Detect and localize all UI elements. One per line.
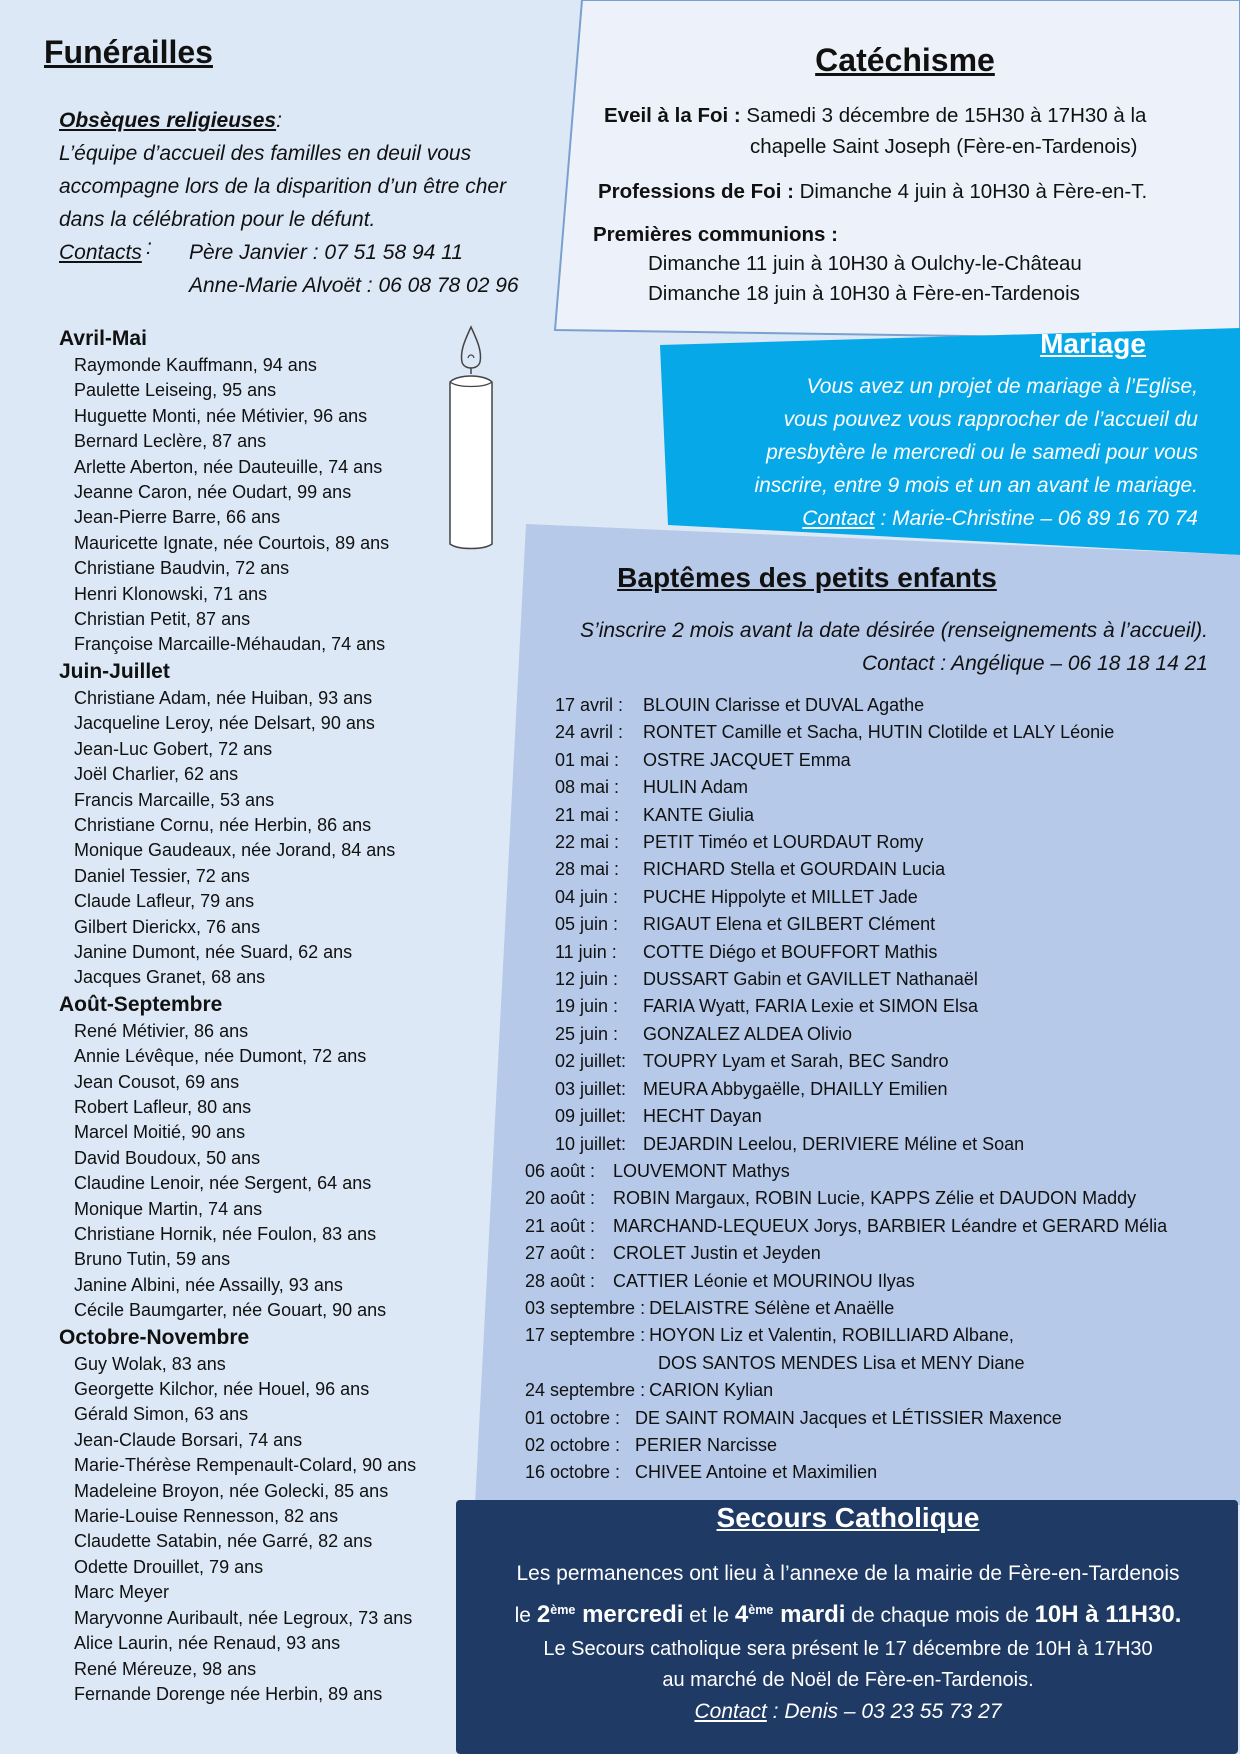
- contact-2: Anne-Marie Alvoët : 06 08 78 02 96: [189, 274, 519, 297]
- bapteme-row: [525, 856, 1225, 883]
- bapteme-names: KANTE Giulia: [643, 804, 755, 825]
- bapteme-names: CATTIER Léonie et MOURINOU Ilyas: [613, 1270, 915, 1291]
- bapteme-date: 21 août :: [525, 1215, 596, 1236]
- deceased-name: Marcel Moitié, 90 ans: [74, 1122, 246, 1143]
- baptemes-list: [525, 692, 1225, 1487]
- bapteme-names: HULIN Adam: [643, 777, 749, 798]
- bapteme-date: 09 juillet:: [555, 1106, 627, 1127]
- bapteme-row: [525, 747, 1225, 774]
- contacts-label: Contacts: [59, 241, 142, 264]
- bapteme-date: 22 mai :: [555, 832, 620, 853]
- baptemes-intro-2: Contact : Angélique – 06 18 18 14 21: [862, 652, 1208, 675]
- deceased-name: Christiane Baudvin, 72 ans: [74, 558, 290, 579]
- communion-2: Dimanche 18 juin à 10H30 à Fère-en-Tardenois: [648, 282, 1080, 305]
- bapteme-names: PERIER Narcisse: [635, 1434, 778, 1455]
- deceased-name: Cécile Baumgarter, née Gouart, 90 ans: [74, 1300, 387, 1321]
- bapteme-names: FARIA Wyatt, FARIA Lexie et SIMON Elsa: [643, 996, 978, 1017]
- deceased-name: Robert Lafleur, 80 ans: [74, 1096, 252, 1117]
- deceased-name: Marie-Louise Rennesson, 82 ans: [74, 1506, 339, 1527]
- deceased-name: Janine Albini, née Assailly, 93 ans: [74, 1274, 343, 1295]
- baptemes-title: Baptêmes des petits enfants: [617, 562, 997, 593]
- month-group-title: Août-Septembre: [59, 992, 223, 1016]
- deceased-name: Georgette Kilchor, née Houel, 96 ans: [74, 1379, 370, 1400]
- bapteme-date: 16 octobre :: [525, 1462, 621, 1483]
- bapteme-date: 24 avril :: [555, 722, 624, 743]
- secours-line1: Les permanences ont lieu à l’annexe de la mairie de Fère-en-Tardenois: [516, 1562, 1180, 1585]
- bapteme-row: [525, 1213, 1225, 1240]
- deceased-name: Paulette Leiseing, 95 ans: [74, 380, 277, 401]
- secours-number: 2: [536, 1601, 551, 1628]
- bapteme-row: [525, 1405, 1225, 1432]
- bapteme-names: HECHT Dayan: [643, 1106, 762, 1127]
- deceased-name: Jacqueline Leroy, née Delsart, 90 ans: [74, 713, 375, 734]
- secours-title: Secours Catholique: [716, 1502, 980, 1533]
- obseques-line: dans la célébration pour le défunt.: [59, 208, 376, 231]
- month-group-title: Avril-Mai: [59, 327, 147, 350]
- candle-icon: [438, 322, 504, 552]
- bapteme-date: 12 juin :: [555, 969, 619, 990]
- bapteme-names: CARION Kylian: [649, 1380, 774, 1401]
- deceased-name: Marie-Thérèse Rempenault-Colard, 90 ans: [74, 1455, 417, 1476]
- bapteme-date: 05 juin :: [555, 914, 619, 935]
- bapteme-date: 01 octobre :: [525, 1407, 621, 1428]
- bapteme-date: 17 septembre :: [525, 1325, 646, 1346]
- deceased-name: Huguette Monti, née Métivier, 96 ans: [74, 405, 368, 426]
- deceased-name: Bernard Leclère, 87 ans: [74, 431, 267, 452]
- bapteme-date: 10 juillet:: [555, 1133, 627, 1154]
- bapteme-row: [525, 1131, 1225, 1158]
- mariage-line: presbytère le mercredi ou le samedi pour vous: [766, 441, 1198, 464]
- bapteme-names: RICHARD Stella et GOURDAIN Lucia: [643, 859, 946, 880]
- deceased-name: Annie Lévêque, née Dumont, 72 ans: [74, 1046, 367, 1067]
- bapteme-row: [525, 774, 1225, 801]
- deceased-name: Françoise Marcaille-Méhaudan, 74 ans: [74, 634, 386, 655]
- secours-sup: ème: [550, 1603, 576, 1617]
- bapteme-names: TOUPRY Lyam et Sarah, BEC Sandro: [643, 1051, 949, 1072]
- secours-sup: ème: [748, 1603, 774, 1617]
- catechisme-body: [590, 100, 1230, 309]
- mariage-body: [660, 370, 1198, 535]
- bapteme-date: 06 août :: [525, 1160, 596, 1181]
- obseques-colon: :: [276, 109, 282, 132]
- deceased-name: Joël Charlier, 62 ans: [74, 764, 239, 785]
- secours-text: de chaque mois de: [845, 1604, 1035, 1627]
- deceased-name: Christiane Hornik, née Foulon, 83 ans: [74, 1224, 377, 1244]
- bapteme-row: [525, 939, 1225, 966]
- eveil-line1: Samedi 3 décembre de 15H30 à 17H30 à la: [740, 104, 1147, 127]
- month-group-title: Octobre-Novembre: [59, 1325, 250, 1349]
- deceased-name: Christiane Cornu, née Herbin, 86 ans: [74, 814, 372, 835]
- deceased-name: Gilbert Dierickx, 76 ans: [74, 916, 261, 937]
- mariage-line: inscrire, entre 9 mois et un an avant le mariage.: [754, 474, 1198, 497]
- bapteme-row: [525, 829, 1225, 856]
- bapteme-row: [525, 1076, 1225, 1103]
- bapteme-row: [525, 884, 1225, 911]
- professions-text: Dimanche 4 juin à 10H30 à Fère-en-T.: [793, 180, 1148, 203]
- baptemes-intro: [520, 614, 1208, 680]
- month-group-title: Juin-Juillet: [59, 659, 170, 683]
- bapteme-names: DOS SANTOS MENDES Lisa et MENY Diane: [658, 1352, 1025, 1373]
- deceased-name: Jacques Granet, 68 ans: [74, 967, 266, 988]
- secours-day: mardi: [773, 1601, 846, 1628]
- bapteme-names: ROBIN Margaux, ROBIN Lucie, KAPPS Zélie et DAUDON Maddy: [613, 1188, 1137, 1209]
- deceased-name: Gérald Simon, 63 ans: [74, 1404, 249, 1425]
- bapteme-row: [525, 993, 1225, 1020]
- bapteme-names: GONZALEZ ALDEA Olivio: [643, 1023, 853, 1044]
- secours-contact-text: : Denis – 03 23 55 73 27: [766, 1700, 1002, 1723]
- mariage-line: vous pouvez vous rapprocher de l’accueil du: [783, 408, 1198, 431]
- communion-1: Dimanche 11 juin à 10H30 à Oulchy-le-Château: [648, 252, 1082, 275]
- deceased-name: Henri Klonowski, 71 ans: [74, 583, 268, 604]
- bapteme-date: 24 septembre :: [525, 1380, 646, 1401]
- bapteme-row: [525, 1021, 1225, 1048]
- mariage-contact-label: Contact: [802, 507, 875, 530]
- bapteme-row: [525, 692, 1225, 719]
- deceased-name: Monique Martin, 74 ans: [74, 1198, 263, 1219]
- bapteme-row: [525, 719, 1225, 746]
- bapteme-date: 03 septembre :: [525, 1297, 646, 1318]
- deceased-name: Jean-Claude Borsari, 74 ans: [74, 1429, 303, 1450]
- bapteme-names: CHIVEE Antoine et Maximilien: [635, 1462, 878, 1483]
- bapteme-date: 11 juin :: [555, 941, 617, 962]
- bapteme-date: 25 juin :: [555, 1023, 619, 1044]
- secours-line3: Le Secours catholique sera présent le 17 décembre de 10H à 17H30: [543, 1638, 1153, 1660]
- deceased-name: Claudette Satabin, née Garré, 82 ans: [74, 1531, 373, 1552]
- bapteme-row: [525, 1103, 1225, 1130]
- obseques-line: accompagne lors de la disparition d’un être cher: [59, 175, 507, 198]
- bapteme-row: [525, 1377, 1225, 1404]
- deceased-name: Monique Gaudeaux, née Jorand, 84 ans: [74, 840, 396, 861]
- deceased-name: Bruno Tutin, 59 ans: [74, 1249, 231, 1270]
- obseques-block: [59, 104, 559, 302]
- secours-period: .: [1174, 1601, 1182, 1628]
- bapteme-row: [525, 1268, 1225, 1295]
- contacts-separator: :: [146, 236, 152, 259]
- bapteme-row: [525, 966, 1225, 993]
- bapteme-date: 08 mai :: [555, 777, 620, 798]
- deceased-name: Jean-Luc Gobert, 72 ans: [74, 738, 273, 759]
- catechisme-title: Catéchisme: [815, 42, 995, 78]
- professions-label: Professions de Foi :: [598, 180, 794, 203]
- bapteme-date: 01 mai :: [555, 749, 620, 770]
- mariage-title: Mariage: [1040, 328, 1146, 359]
- bapteme-date: 17 avril :: [555, 695, 624, 715]
- bapteme-names: BLOUIN Clarisse et DUVAL Agathe: [643, 695, 925, 715]
- bapteme-names: RONTET Camille et Sacha, HUTIN Clotilde et LALY Léonie: [643, 722, 1115, 743]
- deceased-name: Arlette Aberton, née Dauteuille, 74 ans: [74, 456, 383, 477]
- deceased-name: Alice Laurin, née Renaud, 93 ans: [74, 1633, 341, 1654]
- contact-1: Père Janvier : 07 51 58 94 11: [189, 241, 463, 264]
- deceased-name: Christiane Adam, née Huiban, 93 ans: [74, 687, 373, 708]
- obseques-label: Obsèques religieuses: [59, 109, 277, 132]
- deceased-name: Jean-Pierre Barre, 66 ans: [74, 507, 281, 528]
- bapteme-row: [525, 1048, 1225, 1075]
- deceased-name: Mauricette Ignate, née Courtois, 89 ans: [74, 532, 390, 553]
- secours-contact-label: Contact: [694, 1700, 767, 1723]
- secours-number: 4: [734, 1601, 749, 1628]
- secours-line4: au marché de Noël de Fère-en-Tardenois.: [662, 1669, 1034, 1691]
- bapteme-date: 27 août :: [525, 1243, 596, 1264]
- bapteme-date: 21 mai :: [555, 804, 620, 825]
- bapteme-names: MEURA Abbygaëlle, DHAILLY Emilien: [643, 1078, 948, 1099]
- deceased-name: Janine Dumont, née Suard, 62 ans: [74, 941, 353, 962]
- bapteme-date: 02 juillet:: [555, 1051, 627, 1072]
- deceased-name: Daniel Tessier, 72 ans: [74, 865, 250, 886]
- bapteme-row: [525, 1350, 1225, 1377]
- bapteme-row: [525, 1240, 1225, 1267]
- bapteme-row: [525, 802, 1225, 829]
- bapteme-names: COTTE Diégo et BOUFFORT Mathis: [643, 941, 938, 962]
- bapteme-names: MARCHAND-LEQUEUX Jorys, BARBIER Léandre et GERARD Mélia: [613, 1215, 1168, 1236]
- bapteme-row: [525, 1295, 1225, 1322]
- bapteme-names: PUCHE Hippolyte et MILLET Jade: [643, 886, 918, 907]
- bapteme-names: LOUVEMONT Mathys: [613, 1160, 790, 1181]
- deceased-name: Guy Wolak, 83 ans: [74, 1353, 226, 1374]
- secours-text: le: [514, 1604, 537, 1627]
- funerailles-title: Funérailles: [44, 34, 213, 70]
- bapteme-date: 20 août :: [525, 1188, 596, 1209]
- bapteme-row: [525, 1322, 1225, 1349]
- bapteme-date: 28 août :: [525, 1270, 596, 1291]
- deceased-name: Odette Drouillet, 79 ans: [74, 1556, 264, 1577]
- deceased-name: René Métivier, 86 ans: [74, 1020, 249, 1041]
- bapteme-row: [525, 1459, 1225, 1486]
- bapteme-names: DE SAINT ROMAIN Jacques et LÉTISSIER Maxence: [635, 1407, 1062, 1428]
- bapteme-row: [525, 1158, 1225, 1185]
- communions-label: Premières communions :: [593, 223, 838, 246]
- secours-body: [458, 1556, 1238, 1728]
- obseques-line: L’équipe d’accueil des familles en deuil vous: [59, 142, 472, 165]
- bapteme-row: [525, 1432, 1225, 1459]
- bapteme-date: 19 juin :: [555, 996, 619, 1017]
- bapteme-row: [525, 1185, 1225, 1212]
- deaths-list: [59, 325, 479, 1707]
- bapteme-date: 04 juin :: [555, 886, 619, 907]
- deceased-name: Madeleine Broyon, née Golecki, 85 ans: [74, 1480, 389, 1501]
- deceased-name: Raymonde Kauffmann, 94 ans: [74, 355, 317, 375]
- bapteme-names: PETIT Timéo et LOURDAUT Romy: [643, 832, 924, 853]
- bapteme-date: 03 juillet:: [555, 1078, 627, 1099]
- deceased-name: Marc Meyer: [74, 1582, 170, 1603]
- deceased-name: René Méreuze, 98 ans: [74, 1658, 257, 1679]
- deceased-name: Fernande Dorenge née Herbin, 89 ans: [74, 1683, 383, 1704]
- deceased-name: Christian Petit, 87 ans: [74, 609, 251, 630]
- deceased-name: Francis Marcaille, 53 ans: [74, 789, 275, 810]
- bapteme-names: RIGAUT Elena et GILBERT Clément: [643, 914, 936, 935]
- bapteme-names: DELAISTRE Sélène et Anaëlle: [649, 1297, 895, 1318]
- deceased-name: Maryvonne Auribault, née Legroux, 73 ans: [74, 1607, 413, 1628]
- bapteme-names: HOYON Liz et Valentin, ROBILLIARD Albane,: [649, 1325, 1014, 1346]
- deceased-name: Jeanne Caron, née Oudart, 99 ans: [74, 482, 352, 503]
- bapteme-names: DEJARDIN Leelou, DERIVIERE Méline et Soan: [643, 1133, 1025, 1154]
- bapteme-names: OSTRE JACQUET Emma: [643, 749, 851, 770]
- bapteme-row: [525, 911, 1225, 938]
- bapteme-date: 02 octobre :: [525, 1434, 621, 1455]
- eveil-label: Eveil à la Foi :: [604, 104, 741, 127]
- secours-hours: 10H à 11H30: [1034, 1601, 1175, 1628]
- secours-text: et le: [683, 1604, 735, 1627]
- bapteme-names: DUSSART Gabin et GAVILLET Nathanaël: [643, 969, 978, 990]
- deceased-name: Claudine Lenoir, née Sergent, 64 ans: [74, 1173, 372, 1194]
- deceased-name: Claude Lafleur, 79 ans: [74, 891, 255, 912]
- deceased-name: Jean Cousot, 69 ans: [74, 1071, 240, 1092]
- bapteme-date: 28 mai :: [555, 859, 620, 880]
- bapteme-names: CROLET Justin et Jeyden: [613, 1243, 821, 1264]
- mariage-line: Vous avez un projet de mariage à l’Eglise,: [806, 375, 1198, 398]
- secours-day: mercredi: [575, 1601, 684, 1628]
- baptemes-intro-1: S’inscrire 2 mois avant la date désirée (renseignements à l’accueil).: [580, 619, 1208, 642]
- mariage-contact-text: : Marie-Christine – 06 89 16 70 74: [874, 507, 1198, 530]
- eveil-line2: chapelle Saint Joseph (Fère-en-Tardenois): [750, 135, 1138, 158]
- deceased-name: David Boudoux, 50 ans: [74, 1147, 261, 1168]
